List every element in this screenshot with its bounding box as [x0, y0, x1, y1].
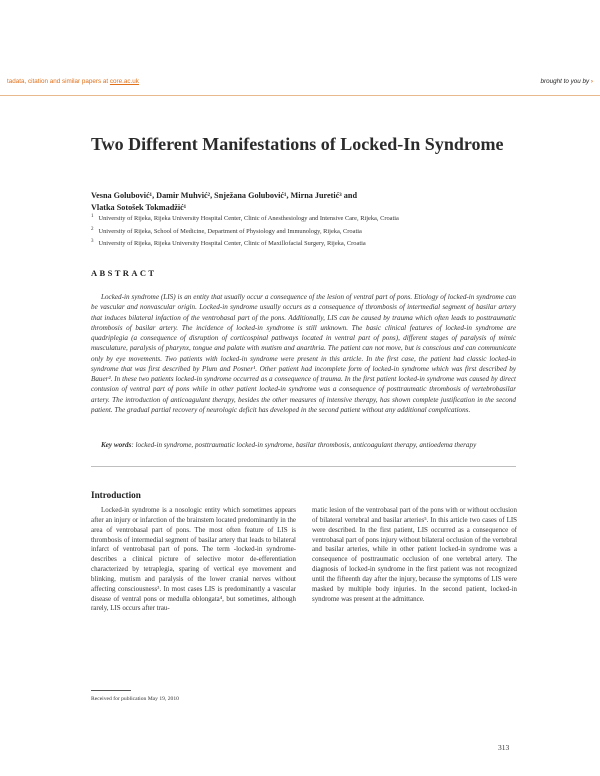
affiliation-text: University of Rijeka, School of Medicine, Department of Physiology and Immunology, Rijeka, Croatia [98, 227, 362, 235]
core-banner-text: tadata, citation and similar papers at [7, 78, 110, 85]
affiliations [91, 212, 531, 250]
affiliation-3 [91, 237, 531, 250]
body-column-left [91, 506, 296, 614]
abstract-heading: ABSTRACT [91, 268, 157, 278]
core-logo-icon: › [590, 78, 593, 85]
core-banner-right[interactable] [540, 78, 593, 85]
keywords-text: : locked-in syndrome, posttraumatic locked-in syndrome, basilar thrombosis, anticoagulant therapy, antioedema therapy [131, 441, 477, 449]
intro-paragraph-1-continued: matic lesion of the ventrobasal part of the pons with or without occlusion of bilateral vertebral and basilar arteries⁵. In this article two cases of LIS were described. In the first patient, LIS occurred as a consequence of ventrobasal part of pons injury without bilateral occlusion of the vertebral and basilar arteries, while in other patient locked-in syndrome was a consequence of posttraumatic occlusion of one vertebral artery. The diagnosis of locked-in syndrome in the first patient was not recognized until the fifteenth day after the injury, because the symptoms of LIS were masked by multiple body injuries. In the second patient, locked-in syndrome was present at the admittance. [312, 506, 517, 603]
footnote-divider [91, 690, 131, 691]
abstract-text: Locked-in syndrome (LIS) is an entity that usually occur a consequence of the lesion of ventral part of pons. Etiology of locked-in syndrome can be vascular and nonvascular origin. Locked-in syndrome usually occurs as a consequence of thrombosis of intermedial segment of basilar artery that induces bilateral infaction of the ventrobasal part of the pons. Additionally, LIS can be caused by trauma which often leads to posttraumatic thrombosis of basilar artery. The incidence of locked-in syndrome is still unknown. The basic clinical features of locked-in syndrome are quadriplegia (a consequence of disruption of corticospinal pathways located in ventral part of pons), different stages of paralysis of mimic musculature, paralysis of pharynx, tongue and palate with mutism and anarthria. The patient can not move, but is conscious and can communicate only by eye movements. Two patients with locked-in syndrome were present in this article. In the first case, the patient had classic locked-in syndrome that was first described by Plum and Posner¹. Other patient had incomplete form of locked-in syndrome which was first described by Bauer². In these two patients locked-in syndrome occurred as a consequence of trauma. In the first patient locked-in syndrome was caused by direct contusion of ventral part of pons while in other patient locked-in syndrome was a consequence of posttraumatic thrombosis of vertebrobasilar artery. The introduction of anticoagulant therapy, besides the other measures of intensive therapy, has shown complete justification in the second patient. The gradual partial recovery of neurologic deficit has developed in the second patient without any additional complications. [91, 293, 516, 414]
affiliation-text: University of Rijeka, Rijeka University Hospital Center, Clinic of Maxillofacial Surgery, Rijeka, Croatia [98, 240, 366, 248]
received-date-footnote: Received for publication May 19, 2010 [91, 696, 179, 702]
affiliation-number: 2 [91, 226, 94, 232]
core-banner-divider [0, 95, 600, 96]
authors-line-1: Vesna Golubović¹, Damir Muhvić², Snježana Golubović¹, Mirna Juretić³ and [91, 191, 357, 200]
article-title: Two Different Manifestations of Locked-In Syndrome [91, 134, 504, 154]
introduction-heading: Introduction [91, 490, 141, 500]
affiliation-text: University of Rijeka, Rijeka University Hospital Center, Clinic of Anesthesiology and Intensive Care, Rijeka, Croatia [98, 215, 399, 223]
body-column-right [312, 506, 517, 604]
affiliation-number: 3 [91, 239, 94, 245]
brought-to-you-text: brought to you by [540, 78, 590, 85]
section-divider [91, 466, 516, 467]
affiliation-2 [91, 225, 531, 238]
keywords [91, 440, 516, 450]
authors-line-2: Vlatka Sotošek Tokmadžić¹ [91, 202, 187, 212]
keywords-label: Key words [101, 441, 132, 449]
author-list [91, 190, 521, 213]
affiliation-number: 1 [91, 214, 94, 219]
core-banner-left [7, 78, 139, 85]
affiliation-1 [91, 212, 531, 225]
page-number: 313 [498, 743, 510, 752]
intro-paragraph-1: Locked-in syndrome is a nosologic entity which sometimes appears after an injury or infarction of the brainstem located predominantly in the area of ventrobasal part of pons. The most often feature of LIS is thrombosis of intermedial segment of basilar artery that leads to bilateral infarct of ventrobasal part of pons. The term -locked-in syndrome- describes a clinical picture of selective motor de-efferentiation characterized by tetraplegia, sparing of vertical eye movement and blinking, mutism and paralysis of the lower cranial nerves without affecting consciousness³. In most cases LIS is predominantly a vascular disease of ventral pons or medulla oblongata⁴, but sometimes, although rarely, LIS occurs after trau- [91, 506, 296, 613]
core-link[interactable]: core.ac.uk [109, 78, 139, 85]
